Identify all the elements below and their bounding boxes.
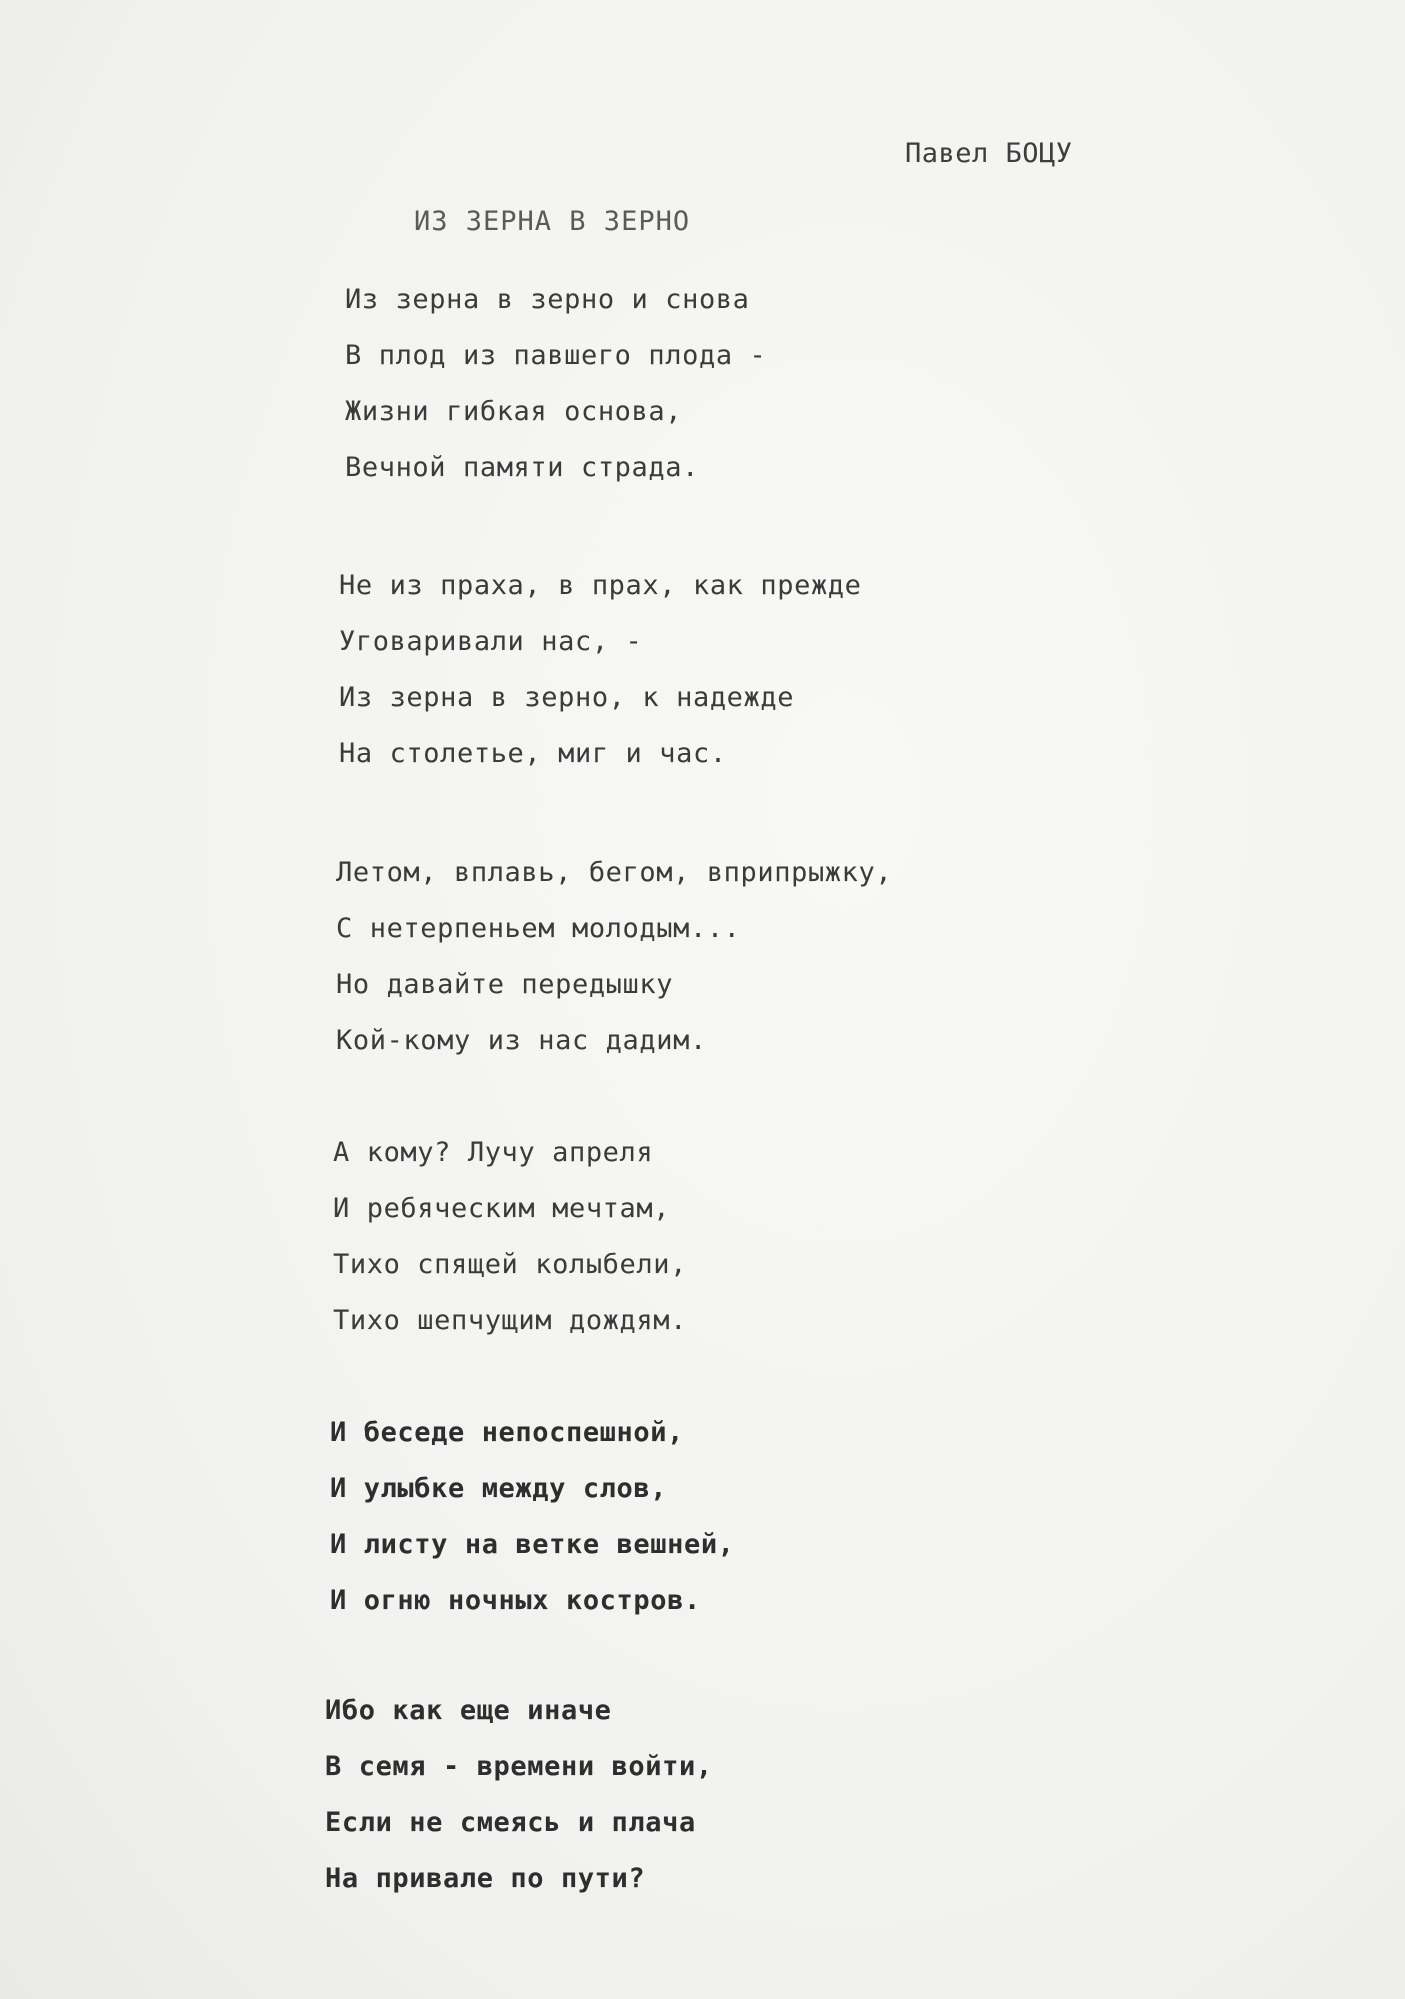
stanza-4: [333, 1125, 687, 1349]
poem-line: Но давайте передышку: [336, 969, 674, 1000]
poem-line: И огню ночных костров.: [330, 1585, 701, 1616]
poem-line: В плод из павшего плода -: [345, 340, 767, 371]
poem-line: Из зерна в зерно и снова: [345, 284, 750, 315]
poem-line: И беседе непоспешной,: [330, 1417, 684, 1448]
stanza-3: [336, 845, 892, 1069]
poem-line: Жизни гибкая основа,: [345, 396, 683, 427]
poem-line: Вечной памяти страда.: [345, 452, 699, 483]
poem-line: Уговаривали нас, -: [339, 626, 643, 657]
poem-line: И ребяческим мечтам,: [333, 1193, 671, 1224]
poem-line: Тихо спящей колыбели,: [333, 1249, 687, 1280]
poem-line: Летом, вплавь, бегом, вприпрыжку,: [336, 857, 893, 888]
stanza-1: [345, 272, 766, 496]
stanza-6: [325, 1683, 713, 1907]
poem-line: И улыбке между слов,: [330, 1473, 668, 1504]
poem-line: Если не смеясь и плача: [325, 1807, 696, 1838]
poem-line: Из зерна в зерно, к надежде: [339, 682, 795, 713]
author-name: Павел БОЦУ: [905, 138, 1073, 169]
poem-line: С нетерпеньем молодым...: [336, 913, 741, 944]
poem-line: Кой-кому из нас дадим.: [336, 1025, 707, 1056]
poem-line: Ибо как еще иначе: [325, 1695, 612, 1726]
poem-line: Не из праха, в прах, как прежде: [339, 570, 862, 601]
poem-title: ИЗ ЗЕРНА В ЗЕРНО: [414, 206, 691, 237]
poem-line: На столетье, миг и час.: [339, 738, 727, 769]
poem-line: И листу на ветке вешней,: [330, 1529, 735, 1560]
stanza-2: [339, 558, 862, 782]
poem-line: Тихо шепчущим дождям.: [333, 1305, 687, 1336]
poem-line: На привале по пути?: [325, 1863, 646, 1894]
poem-line: А кому? Лучу апреля: [333, 1137, 654, 1168]
poem-line: В семя - времени войти,: [325, 1751, 713, 1782]
stanza-5: [330, 1405, 735, 1629]
